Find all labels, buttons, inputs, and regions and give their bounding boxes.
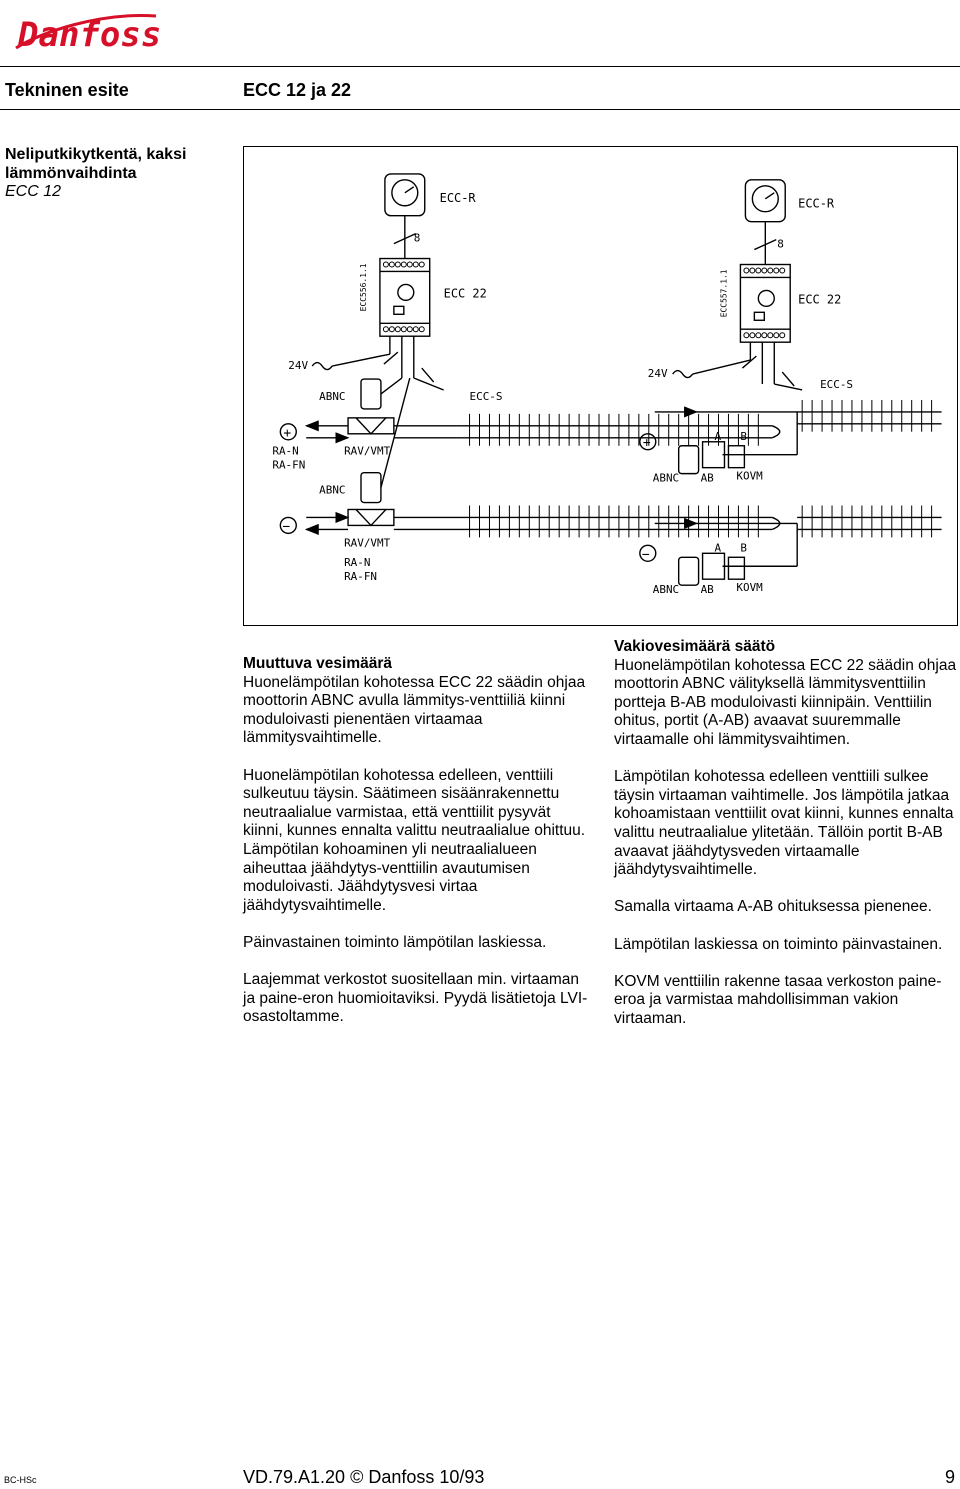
- right-system: [640, 180, 942, 596]
- svg-text:B: B: [740, 541, 748, 555]
- svg-text:+: +: [283, 425, 292, 441]
- section-title-line1: Neliputkikytkentä, kaksi: [5, 146, 187, 163]
- abnc-actuator-upper-left: [361, 379, 381, 409]
- svg-text:ECC556.1.1: ECC556.1.1: [358, 263, 368, 312]
- ecc22-label-left: ECC 22: [443, 286, 487, 301]
- svg-text:−: −: [282, 519, 291, 535]
- svg-text:24V: 24V: [288, 359, 309, 373]
- svg-text:A: A: [714, 541, 722, 555]
- left-paragraph-2: Huonelämpötilan kohotessa edelleen, venttiili sulkeutuu täysin. Säätimeen sisäänrakennettu neutraalialue varmistaa, että venttiilit pysyvät kiinni, kunnes ennalta valittu neutraalialue ohittuu. Lämpötilan kohoaminen yli neutraalialueen aiheuttaa jäähdytys-venttiilin avautumisen moduloivasti. Jäähdytysvesi virtaa jäähdytysvaihtimelle.: [243, 766, 586, 914]
- svg-text:+: +: [642, 435, 651, 451]
- abnc-actuator-lower-right: [679, 557, 699, 585]
- section-title-model: ECC 12: [5, 183, 62, 200]
- right-paragraph-5: KOVM venttiilin rakenne tasaa verkoston paine-eroa ja varmistaa mahdollisimman vakion virtaaman.: [614, 972, 942, 1027]
- left-paragraph-4: Laajemmat verkostot suositellaan min. virtaaman ja paine-eron huomioitaviksi. Pyydä lisätietoja LVI-osastoltamme.: [243, 971, 588, 1026]
- svg-text:B: B: [740, 429, 748, 443]
- page-number: 9: [945, 1467, 956, 1487]
- section-title-line2: lämmönvaihdinta: [5, 164, 137, 182]
- svg-text:KOVM: KOVM: [736, 581, 763, 595]
- footer-doc-ref: VD.79.A1.20 © Danfoss 10/93: [243, 1467, 485, 1487]
- ecc-r-label-left: ECC-R: [439, 190, 476, 205]
- left-heading: Muuttuva vesimäärä: [243, 655, 393, 672]
- abnc-actuator-lower-left: [361, 473, 381, 503]
- svg-text:AB: AB: [700, 471, 714, 485]
- right-paragraph-2: Lämpötilan kohotessa edelleen venttiili sulkee täysin virtaaman vaihtimelle. Jos lämpötila jatkaa kohoamistaan venttiilit ovat kiinni, kunnes ennalta valittu neutraalialue ylitetään. Tällöin portit B-AB avaavat jäähdytysveden virtaamalle jäähdytysvaihtimelle.: [614, 768, 954, 879]
- abnc-actuator-upper-right: [679, 446, 699, 474]
- right-column: [614, 638, 960, 1047]
- product-title: ECC 12 ja 22: [243, 80, 352, 100]
- svg-text:8: 8: [777, 237, 784, 251]
- svg-text:AB: AB: [700, 583, 714, 597]
- svg-text:RA-N: RA-N: [344, 556, 371, 570]
- left-paragraph-3: Päinvastainen toiminto lämpötilan laskiessa.: [243, 933, 547, 951]
- section-title: [5, 146, 235, 202]
- right-paragraph-3: Samalla virtaama A-AB ohituksessa pienenee.: [614, 898, 932, 916]
- danfoss-logo: [6, 2, 166, 64]
- right-heading: Vakiovesimäärä säätö: [614, 638, 776, 655]
- doc-type: Tekninen esite: [5, 80, 129, 100]
- svg-text:ECC557.1.1: ECC557.1.1: [719, 269, 729, 318]
- wiring-diagram: [243, 146, 958, 626]
- right-paragraph-1: Huonelämpötilan kohotessa ECC 22 säädin ohjaa moottorin ABNC välityksellä lämmitysventtiilin portteja B-AB moduloivasti kiinnipäin. Venttiilin ohitus, portit (A-AB) avaavat suuremmalle virtaamalle ohi lämmitysvaihtimen.: [614, 656, 957, 748]
- svg-text:−: −: [641, 547, 650, 563]
- svg-text:KOVM: KOVM: [736, 469, 763, 483]
- left-paragraph-1: Huonelämpötilan kohotessa ECC 22 säädin ohjaa moottorin ABNC avulla lämmitys-venttiiliä kiinni moduloivasti pienentäen virtaamaa lämmitysvaihtimelle.: [243, 673, 586, 747]
- diagram-svg: [244, 147, 957, 625]
- svg-text:RAV/VMT: RAV/VMT: [344, 444, 391, 458]
- svg-text:ABNC: ABNC: [652, 583, 680, 597]
- ecc22-controller-left: [380, 259, 430, 337]
- right-paragraph-4: Lämpötilan laskiessa on toiminto päinvastainen.: [614, 935, 943, 953]
- ecc22-controller-right: [740, 265, 790, 343]
- logo-text: Danfoss: [18, 15, 162, 55]
- ecc22-label-right: ECC 22: [798, 292, 842, 307]
- logo-graphic: [6, 2, 166, 64]
- ecc-r-label-right: ECC-R: [798, 196, 835, 211]
- svg-text:ABNC: ABNC: [319, 389, 346, 403]
- left-system: [272, 174, 779, 583]
- footer-code: BC-HSc: [4, 1475, 37, 1485]
- header-rule-bottom: [0, 109, 960, 110]
- svg-text:ABNC: ABNC: [652, 471, 680, 485]
- svg-text:ABNC: ABNC: [319, 483, 346, 497]
- svg-text:RA-FN: RA-FN: [344, 570, 378, 584]
- svg-text:RA-FN: RA-FN: [272, 458, 306, 472]
- svg-text:24V: 24V: [647, 367, 668, 381]
- svg-text:RA-N: RA-N: [272, 444, 299, 458]
- svg-text:8: 8: [413, 231, 421, 245]
- svg-text:ECC-S: ECC-S: [820, 377, 854, 391]
- header-rule-top: [0, 66, 960, 67]
- svg-text:RAV/VMT: RAV/VMT: [344, 536, 391, 550]
- svg-text:ECC-S: ECC-S: [469, 389, 503, 403]
- svg-text:A: A: [714, 429, 722, 443]
- left-column: [243, 655, 593, 1045]
